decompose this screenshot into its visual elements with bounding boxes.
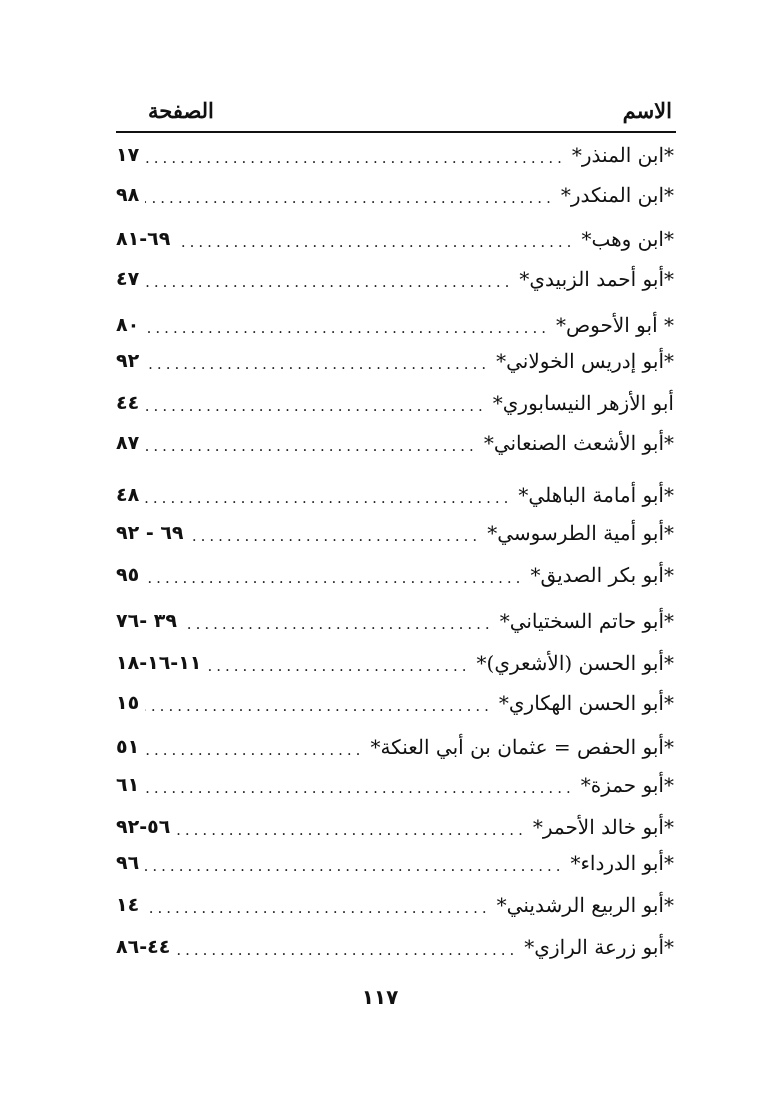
index-entry — [116, 178, 674, 212]
page-number: ١١٧ — [361, 985, 399, 1009]
dot-leader — [145, 697, 493, 717]
index-entry — [116, 646, 674, 680]
entry-pages: ٩٢ — [116, 350, 140, 372]
entry-pages: ٤٧ — [116, 268, 140, 290]
index-entry — [116, 810, 674, 844]
dot-leader — [176, 233, 575, 253]
dot-leader — [145, 397, 487, 417]
dot-leader — [145, 779, 575, 799]
index-entry — [116, 344, 674, 378]
index-entry — [116, 426, 674, 460]
entry-name: *أبو حاتم السختياني* — [499, 609, 674, 633]
entry-pages: ٦١ — [116, 774, 140, 796]
entry-name: *أبو خالد الأحمر* — [532, 815, 674, 839]
index-entry — [116, 262, 674, 296]
entry-name: *ابن المنكدر* — [560, 183, 674, 207]
dot-leader — [145, 319, 550, 339]
page-column-header: الصفحة — [148, 98, 214, 123]
entry-name: * أبو الأحوص* — [555, 313, 674, 337]
dot-leader — [145, 899, 490, 919]
entry-pages: ٤٤ — [116, 392, 140, 414]
entry-name: *أبو الحسن الهكاري* — [498, 691, 674, 715]
entry-name: أبو الأزهر النيسابوري* — [492, 391, 674, 415]
index-entry — [116, 558, 674, 592]
index-entry — [116, 604, 674, 638]
entry-pages: ٥٦-٩٢ — [116, 816, 171, 838]
index-entry — [116, 730, 674, 764]
index-entry — [116, 478, 674, 512]
entry-name: *ابن وهب* — [581, 227, 674, 251]
entry-pages: ٥١ — [116, 736, 140, 758]
index-entry — [116, 930, 674, 964]
entry-pages: ٩٨ — [116, 184, 140, 206]
dot-leader — [183, 615, 494, 635]
name-column-header: الاسم — [622, 98, 672, 123]
entry-pages: ٩٦ — [116, 852, 140, 874]
header-rule — [116, 131, 676, 133]
entry-pages: ٨٠ — [116, 314, 140, 336]
entry-pages: ٦٩ - ٩٢ — [116, 522, 184, 544]
entry-name: *أبو بكر الصديق* — [530, 563, 674, 587]
index-entry — [116, 308, 674, 342]
entry-name: *أبو زرعة الرازي* — [524, 935, 674, 959]
entry-name: *أبو أحمد الزبيدي* — [519, 267, 674, 291]
dot-leader — [176, 821, 527, 841]
entry-pages: ١٧ — [116, 144, 140, 166]
entry-name: *ابن المنذر* — [571, 143, 674, 167]
dot-leader — [145, 273, 513, 293]
index-entry — [116, 888, 674, 922]
dot-leader — [145, 355, 490, 375]
dot-leader — [145, 741, 364, 761]
entry-pages: ٩٥ — [116, 564, 140, 586]
index-entry — [116, 138, 674, 172]
entry-pages: ٣٩ -٧٦ — [116, 610, 177, 632]
entry-name: *أبو أمية الطرسوسي* — [487, 521, 674, 545]
entry-pages: ٤٨ — [116, 484, 140, 506]
entry-name: *أبو الربيع الرشديني* — [496, 893, 674, 917]
entry-name: *أبو الدرداء* — [570, 851, 674, 875]
index-entry — [116, 768, 674, 802]
dot-leader — [176, 941, 518, 961]
entry-name: *أبو إدريس الخولاني* — [496, 349, 674, 373]
dot-leader — [145, 189, 555, 209]
entry-pages: ٨٧ — [116, 432, 140, 454]
dot-leader — [145, 437, 478, 457]
entry-name: *أبو الحسن (الأشعري)* — [476, 651, 674, 675]
dot-leader — [145, 149, 566, 169]
entry-pages: ١٥ — [116, 692, 140, 714]
entry-pages: ١٤ — [116, 894, 140, 916]
index-entry — [116, 386, 674, 420]
entry-pages: ٤٤-٨٦ — [116, 936, 171, 958]
entry-name: *أبو الحفص = عثمان بن أبي العنكة* — [370, 735, 674, 759]
entry-name: *أبو الأشعث الصنعاني* — [483, 431, 674, 455]
index-entry — [116, 686, 674, 720]
entry-pages: ٦٩-٨١ — [116, 228, 171, 250]
index-entry — [116, 846, 674, 880]
index-entry — [116, 516, 674, 550]
entry-pages: ١١-١٦-١٨ — [116, 652, 202, 674]
dot-leader — [207, 657, 470, 677]
dot-leader — [145, 857, 564, 877]
dot-leader — [145, 489, 512, 509]
dot-leader — [190, 527, 482, 547]
index-entry — [116, 222, 674, 256]
dot-leader — [145, 569, 524, 589]
entry-name: *أبو أمامة الباهلي* — [518, 483, 674, 507]
entry-name: *أبو حمزة* — [580, 773, 674, 797]
